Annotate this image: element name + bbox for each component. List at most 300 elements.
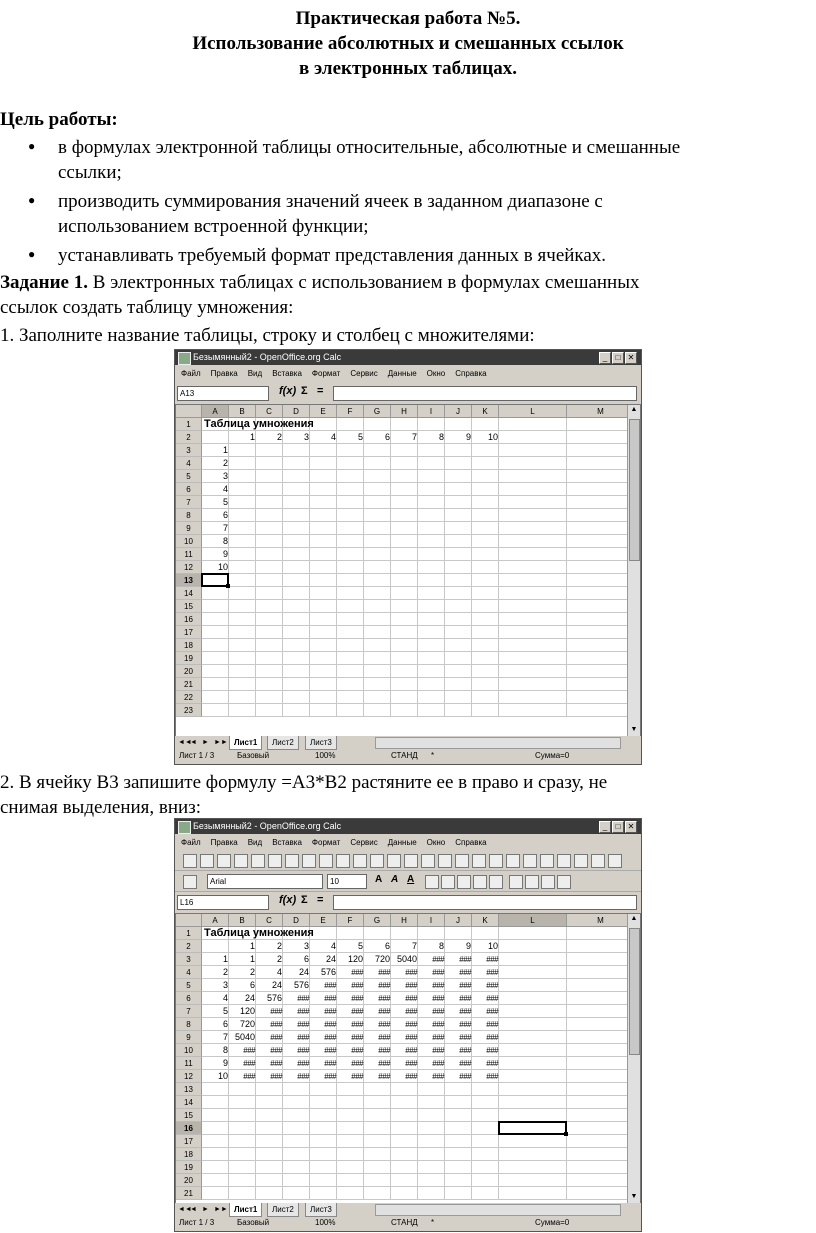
cell-product[interactable]: ### — [432, 1046, 444, 1055]
cell-product[interactable]: 576 — [320, 967, 336, 977]
row-header[interactable]: 7 — [176, 1005, 202, 1018]
row-header[interactable]: 23 — [176, 704, 202, 717]
row-header[interactable]: 16 — [176, 1122, 202, 1135]
cell-product[interactable]: ### — [378, 994, 390, 1003]
cell-product[interactable]: ### — [486, 994, 498, 1003]
toolbar-button-icon[interactable] — [574, 854, 588, 868]
cell-product[interactable]: ### — [459, 994, 471, 1003]
menu-file[interactable]: Файл — [181, 838, 201, 847]
toolbar-button-icon[interactable] — [523, 854, 537, 868]
menu-view[interactable]: Вид — [247, 369, 263, 378]
cell-product[interactable]: ### — [459, 981, 471, 990]
column-header-h[interactable]: H — [391, 914, 418, 927]
cell-product[interactable]: 720 — [239, 1019, 255, 1029]
cell-product[interactable]: ### — [486, 1033, 498, 1042]
justify-icon[interactable] — [473, 875, 487, 889]
cell-product[interactable]: ### — [432, 1072, 444, 1081]
sum-icon[interactable]: Σ — [301, 894, 308, 906]
cell-multiplier-header[interactable]: 2 — [276, 941, 282, 951]
cell-multiplier-header[interactable]: 5 — [357, 941, 363, 951]
cell-multiplier-header[interactable]: 10 — [487, 941, 498, 951]
column-header-b[interactable]: B — [229, 405, 256, 418]
cell-multiplier-header[interactable]: 5 — [357, 432, 363, 442]
cell-multiplier-header[interactable]: 7 — [411, 941, 417, 951]
borders-icon[interactable] — [557, 875, 571, 889]
row-header[interactable]: 9 — [176, 1031, 202, 1044]
sheet-tab-3[interactable]: Лист3 — [305, 1203, 337, 1217]
toolbar-button-icon[interactable] — [506, 854, 520, 868]
toolbar-button-icon[interactable] — [370, 854, 384, 868]
column-header-c[interactable]: C — [256, 914, 283, 927]
tab-nav-icon[interactable]: ► — [202, 739, 209, 746]
cell-product[interactable]: ### — [351, 1059, 363, 1068]
cell-product[interactable]: ### — [351, 994, 363, 1003]
row-header[interactable]: 6 — [176, 483, 202, 496]
cell-multiplier-header[interactable]: 3 — [303, 432, 309, 442]
cell-multiplier-column[interactable]: 1 — [222, 954, 228, 964]
cell-product[interactable]: ### — [405, 1033, 417, 1042]
row-header[interactable]: 15 — [176, 1109, 202, 1122]
row-header[interactable]: 20 — [176, 665, 202, 678]
tab-nav-icon[interactable]: ►► — [214, 1206, 228, 1213]
table-title-cell[interactable]: Таблица умножения — [204, 418, 314, 430]
maximize-button[interactable]: □ — [612, 352, 624, 364]
cell-product[interactable]: ### — [405, 994, 417, 1003]
fill-handle[interactable] — [564, 1132, 568, 1136]
cell-product[interactable]: ### — [270, 1033, 282, 1042]
menu-insert[interactable]: Вставка — [272, 838, 302, 847]
cell-multiplier-column[interactable]: 8 — [222, 536, 228, 546]
menu-format[interactable]: Формат — [311, 838, 341, 847]
spreadsheet-grid[interactable] — [175, 913, 641, 1205]
toolbar-button-icon[interactable] — [438, 854, 452, 868]
column-header-k[interactable]: K — [472, 914, 499, 927]
cell-product[interactable]: ### — [270, 1059, 282, 1068]
tab-nav-icon[interactable]: ◄ — [190, 1206, 197, 1213]
cell-multiplier-column[interactable]: 2 — [222, 967, 228, 977]
cell-multiplier-column[interactable]: 7 — [222, 1032, 228, 1042]
cell-product[interactable]: ### — [459, 955, 471, 964]
spreadsheet-grid[interactable] — [175, 404, 641, 738]
tab-nav-icon[interactable]: ► — [202, 1206, 209, 1213]
row-header[interactable]: 20 — [176, 1174, 202, 1187]
toolbar-button-icon[interactable] — [217, 854, 231, 868]
cell-product[interactable]: ### — [351, 1046, 363, 1055]
cell-multiplier-column[interactable]: 5 — [222, 497, 228, 507]
row-header[interactable]: 4 — [176, 966, 202, 979]
toolbar-button-icon[interactable] — [404, 854, 418, 868]
menu-view[interactable]: Вид — [247, 838, 263, 847]
cell-product[interactable]: ### — [297, 1020, 309, 1029]
cell-product[interactable]: ### — [378, 1046, 390, 1055]
row-header[interactable]: 19 — [176, 1161, 202, 1174]
cell-multiplier-header[interactable]: 2 — [276, 432, 282, 442]
cell-multiplier-column[interactable]: 4 — [222, 484, 228, 494]
function-wizard-icon[interactable]: f(x) — [279, 385, 297, 397]
scroll-thumb[interactable] — [629, 928, 640, 1055]
row-header[interactable]: 3 — [176, 444, 202, 457]
maximize-button[interactable]: □ — [612, 821, 624, 833]
row-header[interactable]: 11 — [176, 548, 202, 561]
cell-multiplier-header[interactable]: 6 — [384, 432, 390, 442]
vertical-scrollbar[interactable] — [627, 405, 640, 737]
minimize-button[interactable]: _ — [599, 821, 611, 833]
cell-multiplier-column[interactable]: 8 — [222, 1045, 228, 1055]
italic-icon[interactable]: A — [391, 874, 399, 885]
cell-product[interactable]: ### — [459, 1072, 471, 1081]
cell-multiplier-column[interactable]: 10 — [217, 1071, 228, 1081]
column-header-f[interactable]: F — [337, 914, 364, 927]
column-header-j[interactable]: J — [445, 405, 472, 418]
merge-cells-icon[interactable] — [489, 875, 503, 889]
toolbar-button-icon[interactable] — [540, 854, 554, 868]
cell-product[interactable]: ### — [486, 1072, 498, 1081]
row-header[interactable]: 14 — [176, 587, 202, 600]
toolbar-button-icon[interactable] — [319, 854, 333, 868]
cell-product[interactable]: ### — [351, 1033, 363, 1042]
menu-window[interactable]: Окно — [426, 838, 446, 847]
bold-icon[interactable]: A — [375, 874, 383, 885]
cell-multiplier-header[interactable]: 6 — [384, 941, 390, 951]
cell-product[interactable]: 576 — [293, 980, 309, 990]
column-header-m[interactable]: M — [567, 405, 635, 418]
select-all-corner[interactable] — [176, 405, 202, 418]
cell-product[interactable]: 4 — [276, 967, 282, 977]
minimize-button[interactable]: _ — [599, 352, 611, 364]
decimal-icon[interactable] — [541, 875, 555, 889]
cell-product[interactable]: ### — [486, 1007, 498, 1016]
row-header[interactable]: 11 — [176, 1057, 202, 1070]
cell-product[interactable]: 6 — [249, 980, 255, 990]
select-all-corner[interactable] — [176, 914, 202, 927]
row-header[interactable]: 9 — [176, 522, 202, 535]
cell-product[interactable]: ### — [243, 1072, 255, 1081]
cell-product[interactable]: ### — [405, 981, 417, 990]
cell-multiplier-column[interactable]: 1 — [222, 445, 228, 455]
column-header-d[interactable]: D — [283, 914, 310, 927]
row-header[interactable]: 8 — [176, 1018, 202, 1031]
menu-tools[interactable]: Сервис — [350, 369, 378, 378]
cell-product[interactable]: 2 — [249, 967, 255, 977]
column-header-f[interactable]: F — [337, 405, 364, 418]
sheet-tab-3[interactable]: Лист3 — [305, 736, 337, 750]
toolbar-button-icon[interactable] — [285, 854, 299, 868]
cell-multiplier-column[interactable]: 6 — [222, 1019, 228, 1029]
cell-product[interactable]: ### — [432, 981, 444, 990]
column-header-i[interactable]: I — [418, 405, 445, 418]
toolbar-button-icon[interactable] — [302, 854, 316, 868]
column-header-b[interactable]: B — [229, 914, 256, 927]
scroll-down-icon[interactable]: ▼ — [630, 726, 638, 733]
column-header-l[interactable]: L — [499, 914, 567, 927]
horizontal-scrollbar[interactable] — [375, 737, 621, 749]
column-header-g[interactable]: G — [364, 405, 391, 418]
sheet-tab-2[interactable]: Лист2 — [267, 736, 299, 750]
table-title-cell[interactable]: Таблица умножения — [204, 927, 314, 939]
cell-multiplier-header[interactable]: 1 — [249, 432, 255, 442]
cell-product[interactable]: ### — [324, 981, 336, 990]
menu-data[interactable]: Данные — [387, 838, 417, 847]
column-header-c[interactable]: C — [256, 405, 283, 418]
equals-icon[interactable]: = — [317, 385, 324, 397]
row-header[interactable]: 2 — [176, 940, 202, 953]
menu-edit[interactable]: Правка — [210, 369, 238, 378]
cell-multiplier-header[interactable]: 10 — [487, 432, 498, 442]
cell-product[interactable]: ### — [243, 1046, 255, 1055]
cell-product[interactable]: ### — [486, 1020, 498, 1029]
column-header-l[interactable]: L — [499, 405, 567, 418]
close-button[interactable]: ✕ — [625, 352, 637, 364]
cell-product[interactable]: 120 — [239, 1006, 255, 1016]
menu-format[interactable]: Формат — [311, 369, 341, 378]
cell-product[interactable]: ### — [432, 1007, 444, 1016]
sum-icon[interactable]: Σ — [301, 385, 308, 397]
toolbar-button-icon[interactable] — [608, 854, 622, 868]
row-header[interactable]: 21 — [176, 678, 202, 691]
scroll-thumb[interactable] — [629, 419, 640, 561]
cell-multiplier-column[interactable]: 6 — [222, 510, 228, 520]
scroll-down-icon[interactable]: ▼ — [630, 1193, 638, 1200]
currency-icon[interactable] — [509, 875, 523, 889]
row-header[interactable]: 5 — [176, 470, 202, 483]
row-header[interactable]: 8 — [176, 509, 202, 522]
menu-tools[interactable]: Сервис — [350, 838, 378, 847]
name-box[interactable]: L16 — [177, 895, 269, 910]
column-header-g[interactable]: G — [364, 914, 391, 927]
scroll-up-icon[interactable]: ▲ — [630, 406, 638, 413]
column-header-h[interactable]: H — [391, 405, 418, 418]
menu-window[interactable]: Окно — [426, 369, 446, 378]
toolbar-button-icon[interactable] — [251, 854, 265, 868]
menu-data[interactable]: Данные — [387, 369, 417, 378]
cell-product[interactable]: ### — [405, 1007, 417, 1016]
toolbar-button-icon[interactable] — [472, 854, 486, 868]
cell-product[interactable]: ### — [297, 1046, 309, 1055]
row-header[interactable]: 18 — [176, 639, 202, 652]
cell-product[interactable]: ### — [459, 1059, 471, 1068]
cell-product[interactable]: ### — [459, 968, 471, 977]
cell-product[interactable]: ### — [324, 994, 336, 1003]
row-header[interactable]: 1 — [176, 927, 202, 940]
cell-multiplier-column[interactable]: 9 — [222, 549, 228, 559]
tab-nav-icon[interactable]: ◄◄ — [178, 1206, 192, 1213]
row-header[interactable]: 12 — [176, 561, 202, 574]
cell-product[interactable]: ### — [351, 968, 363, 977]
cell-product[interactable]: ### — [297, 1059, 309, 1068]
cell-product[interactable]: ### — [297, 1033, 309, 1042]
cell-product[interactable]: ### — [270, 1072, 282, 1081]
row-header[interactable]: 16 — [176, 613, 202, 626]
row-header[interactable]: 10 — [176, 1044, 202, 1057]
column-header-d[interactable]: D — [283, 405, 310, 418]
row-header[interactable]: 17 — [176, 626, 202, 639]
cell-multiplier-column[interactable]: 3 — [222, 471, 228, 481]
column-header-a[interactable]: A — [202, 405, 229, 418]
row-header[interactable]: 13 — [176, 1083, 202, 1096]
cell-multiplier-header[interactable]: 9 — [465, 432, 471, 442]
cell-product[interactable]: ### — [432, 1059, 444, 1068]
cell-product[interactable]: ### — [324, 1046, 336, 1055]
menu-help[interactable]: Справка — [455, 838, 487, 847]
toolbar-button-icon[interactable] — [489, 854, 503, 868]
cell-multiplier-header[interactable]: 8 — [438, 941, 444, 951]
sheet-tab-2[interactable]: Лист2 — [267, 1203, 299, 1217]
formula-input[interactable] — [333, 386, 637, 401]
cell-multiplier-header[interactable]: 3 — [303, 941, 309, 951]
cell-multiplier-column[interactable]: 2 — [222, 458, 228, 468]
underline-icon[interactable]: A — [407, 874, 415, 885]
cell-product[interactable]: ### — [405, 1059, 417, 1068]
percent-icon[interactable] — [525, 875, 539, 889]
cell-product[interactable]: ### — [351, 1020, 363, 1029]
row-header[interactable]: 13 — [176, 574, 202, 587]
row-header[interactable]: 2 — [176, 431, 202, 444]
cell-product[interactable]: ### — [459, 1007, 471, 1016]
cell-product[interactable]: 1 — [249, 954, 255, 964]
cell-product[interactable]: 720 — [374, 954, 390, 964]
scroll-up-icon[interactable]: ▲ — [630, 915, 638, 922]
cell-product[interactable]: ### — [270, 1046, 282, 1055]
cell-product[interactable]: ### — [324, 1072, 336, 1081]
cell-product[interactable]: ### — [486, 981, 498, 990]
row-header[interactable]: 14 — [176, 1096, 202, 1109]
cell-product[interactable]: ### — [405, 1046, 417, 1055]
cell-product[interactable]: 24 — [325, 954, 336, 964]
toolbar-button-icon[interactable] — [183, 854, 197, 868]
cell-product[interactable]: ### — [405, 1020, 417, 1029]
font-name-box[interactable]: Arial — [207, 874, 323, 889]
cell-product[interactable]: ### — [432, 994, 444, 1003]
cell-product[interactable]: ### — [486, 1059, 498, 1068]
toolbar-button-icon[interactable] — [268, 854, 282, 868]
row-header[interactable]: 10 — [176, 535, 202, 548]
cell-multiplier-header[interactable]: 4 — [330, 941, 336, 951]
cell-product[interactable]: ### — [432, 955, 444, 964]
row-header[interactable]: 5 — [176, 979, 202, 992]
cell-product[interactable]: ### — [324, 1020, 336, 1029]
column-header-i[interactable]: I — [418, 914, 445, 927]
cell-product[interactable]: ### — [351, 1072, 363, 1081]
cell-product[interactable]: 5040 — [396, 954, 417, 964]
cell-product[interactable]: 576 — [266, 993, 282, 1003]
row-header[interactable]: 15 — [176, 600, 202, 613]
close-button[interactable]: ✕ — [625, 821, 637, 833]
cell-product[interactable]: ### — [297, 1072, 309, 1081]
column-header-e[interactable]: E — [310, 405, 337, 418]
toolbar-button-icon[interactable] — [421, 854, 435, 868]
cell-product[interactable]: ### — [378, 981, 390, 990]
cell-product[interactable]: ### — [405, 1072, 417, 1081]
cell-product[interactable]: 24 — [244, 993, 255, 1003]
cell-product[interactable]: ### — [378, 1059, 390, 1068]
toolbar-button-icon[interactable] — [455, 854, 469, 868]
font-size-box[interactable]: 10 — [327, 874, 367, 889]
horizontal-scrollbar[interactable] — [375, 1204, 621, 1216]
cell-product[interactable]: ### — [243, 1059, 255, 1068]
cell-multiplier-header[interactable]: 4 — [330, 432, 336, 442]
column-header-e[interactable]: E — [310, 914, 337, 927]
row-header[interactable]: 18 — [176, 1148, 202, 1161]
column-header-a[interactable]: A — [202, 914, 229, 927]
row-header[interactable]: 7 — [176, 496, 202, 509]
fill-handle[interactable] — [226, 584, 230, 588]
cell-product[interactable]: ### — [378, 1007, 390, 1016]
cell-product[interactable]: ### — [351, 981, 363, 990]
cell-product[interactable]: ### — [270, 1020, 282, 1029]
name-box[interactable]: A13 — [177, 386, 269, 401]
sheet-tab-1[interactable]: Лист1 — [229, 736, 262, 750]
cell-product[interactable]: ### — [486, 1046, 498, 1055]
cell-product[interactable]: ### — [405, 968, 417, 977]
cell-product[interactable]: 24 — [298, 967, 309, 977]
row-header[interactable]: 3 — [176, 953, 202, 966]
toolbar-button-icon[interactable] — [387, 854, 401, 868]
cell-product[interactable]: ### — [297, 994, 309, 1003]
cell-product[interactable]: ### — [459, 1046, 471, 1055]
cell-product[interactable]: ### — [351, 1007, 363, 1016]
cell-product[interactable]: ### — [486, 968, 498, 977]
cell-product[interactable]: 2 — [276, 954, 282, 964]
cell-product[interactable]: ### — [324, 1033, 336, 1042]
function-wizard-icon[interactable]: f(x) — [279, 894, 297, 906]
toolbar-button-icon[interactable] — [353, 854, 367, 868]
cell-product[interactable]: ### — [378, 1072, 390, 1081]
cell-multiplier-header[interactable]: 1 — [249, 941, 255, 951]
row-header[interactable]: 19 — [176, 652, 202, 665]
cell-multiplier-column[interactable]: 3 — [222, 980, 228, 990]
tab-nav-icon[interactable]: ◄◄ — [178, 739, 192, 746]
column-header-k[interactable]: K — [472, 405, 499, 418]
toolbar-button-icon[interactable] — [234, 854, 248, 868]
cell-product[interactable]: 120 — [347, 954, 363, 964]
menu-insert[interactable]: Вставка — [272, 369, 302, 378]
cell-product[interactable]: ### — [459, 1033, 471, 1042]
cell-multiplier-header[interactable]: 9 — [465, 941, 471, 951]
cell-product[interactable]: ### — [378, 968, 390, 977]
row-header[interactable]: 1 — [176, 418, 202, 431]
cell-product[interactable]: ### — [432, 1033, 444, 1042]
cell-multiplier-column[interactable]: 10 — [217, 562, 228, 572]
cell-product[interactable]: ### — [432, 968, 444, 977]
sheet-tab-1[interactable]: Лист1 — [229, 1203, 262, 1217]
cell-multiplier-column[interactable]: 5 — [222, 1006, 228, 1016]
row-header[interactable]: 22 — [176, 691, 202, 704]
cell-multiplier-header[interactable]: 7 — [411, 432, 417, 442]
cell-multiplier-column[interactable]: 9 — [222, 1058, 228, 1068]
menu-edit[interactable]: Правка — [210, 838, 238, 847]
menu-file[interactable]: Файл — [181, 369, 201, 378]
cell-product[interactable]: ### — [486, 955, 498, 964]
cell-product[interactable]: ### — [324, 1059, 336, 1068]
cell-multiplier-column[interactable]: 4 — [222, 993, 228, 1003]
row-header[interactable]: 4 — [176, 457, 202, 470]
row-header[interactable]: 12 — [176, 1070, 202, 1083]
align-left-icon[interactable] — [425, 875, 439, 889]
align-center-icon[interactable] — [441, 875, 455, 889]
cell-product[interactable]: ### — [378, 1020, 390, 1029]
toolbar-button-icon[interactable] — [336, 854, 350, 868]
cell-product[interactable]: ### — [432, 1020, 444, 1029]
align-right-icon[interactable] — [457, 875, 471, 889]
cell-multiplier-column[interactable]: 7 — [222, 523, 228, 533]
cell-product[interactable]: ### — [459, 1020, 471, 1029]
stylist-icon[interactable] — [183, 875, 197, 889]
cell-product[interactable]: ### — [324, 1007, 336, 1016]
column-header-m[interactable]: M — [567, 914, 635, 927]
cell-product[interactable]: 24 — [271, 980, 282, 990]
vertical-scrollbar[interactable] — [627, 914, 640, 1204]
column-header-j[interactable]: J — [445, 914, 472, 927]
